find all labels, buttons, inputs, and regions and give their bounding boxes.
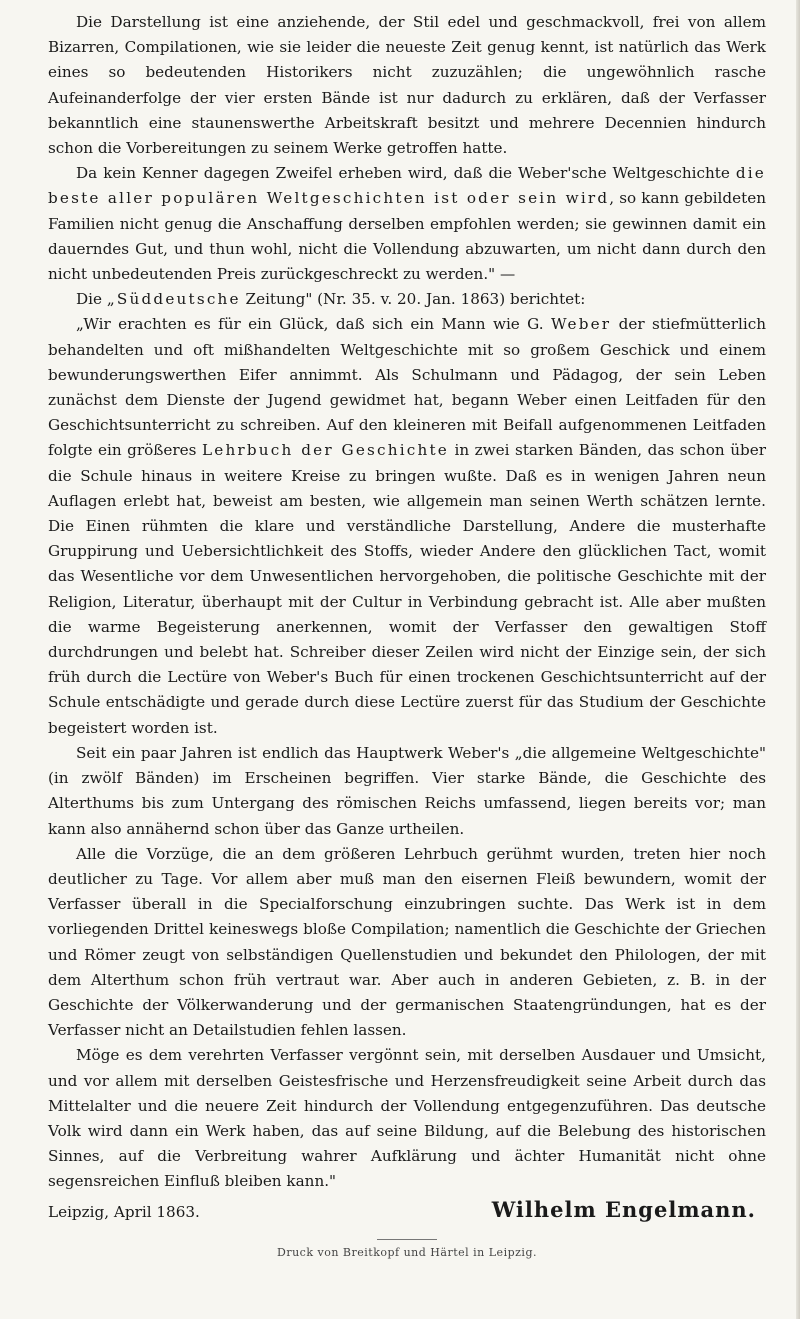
paragraph xyxy=(48,1043,766,1194)
text-run: , so kann gebildeten Familien nicht genug die Anschaffung derselben empfohlen werden; sie gewinnen damit ein dauerndes Gut, und thun wohl, nicht die Vollendung abzuwarten, um nicht dann durch den nicht unbedeutenden Preis zurückgeschreckt zu werden." — xyxy=(48,189,766,284)
signature-block xyxy=(48,1197,766,1225)
text-run: Seit ein paar Jahren ist endlich das Hauptwerk Weber's „die allgemeine Weltgeschichte" (in zwölf Bänden) im Erscheinen begriffen. Vier starke Bände, die Geschichte des Alterthums bis zum Untergang des römischen Reichs umfassend, liegen bereits vor; man kann also annähernd schon über das Ganze urtheilen. xyxy=(48,743,766,838)
body-text xyxy=(48,10,766,1195)
divider-rule xyxy=(377,1239,437,1240)
text-run: Alle die Vorzüge, die an dem größeren Lehrbuch gerühmt wurden, treten hier noch deutlicher zu Tage. Vor allem aber muß man den eisernen Fleiß bewundern, womit der Verfasser überall in die Specialforschung einzubringen suchte. Das Werk ist in dem vorliegenden Drittel keineswegs bloße Compilation; namentlich die Geschichte der Griechen und Römer zeugt von selbständigen Quellenstudien und bekundet den Philologen, der mit dem Alterthum schon früh vertraut war. Aber auch in anderen Gebieten, z. B. in der Geschichte der Völkerwanderung und der germanischen Staatengründungen, hat es der Verfasser nicht an Detailstudien fehlen lassen. xyxy=(48,844,766,1040)
paragraph xyxy=(48,287,766,312)
text-run: „Wir erachten es für ein Glück, daß sich ein Mann wie G. xyxy=(76,315,551,334)
text-run: Zeitung" (Nr. 35. v. 20. Jan. 1863) berichtet: xyxy=(240,290,586,309)
printer-imprint: Druck von Breitkopf und Härtel in Leipzig. xyxy=(277,1245,537,1259)
text-run: Da kein Kenner dagegen Zweifel erheben wird, daß die Weber'sche Weltgeschichte xyxy=(76,164,736,183)
paragraph xyxy=(48,161,766,287)
text-run: Möge es dem verehrten Verfasser vergönnt sein, mit derselben Ausdauer und Umsicht, und vor allem mit derselben Geistesfrische und Herzensfreudigkeit seine Arbeit durch das Mittelalter und die neuere Zeit hindurch der Vollendung entgegenzuführen. Das deutsche Volk wird dann ein Werk haben, das auf seine Bildung, auf die Belebung des historischen Sinnes, auf die Verbreitung wahrer Aufklärung und ächter Humanität nicht ohne segensreichen Einfluß bleiben kann." xyxy=(48,1046,766,1191)
spaced-emphasis: „Süddeutsche xyxy=(106,290,241,309)
spaced-emphasis: die beste aller populären Weltgeschichten ist oder sein wird xyxy=(48,164,766,208)
document-page xyxy=(48,10,766,1310)
paragraph xyxy=(48,312,766,740)
text-run: in zwei starken Bänden, das schon über die Schule hinaus in weitere Kreise zu bringen wußte. Daß es in wenigen Jahren neun Auflagen erlebt hat, beweist am besten, wie allgemein man seinen Werth schätzen lernte. Die Einen rühmten die klare und verständliche Darstellung, Andere die musterhafte Gruppirung und Uebersichtlichkeit des Stoffs, wieder Andere den glücklichen Tact, womit das Wesentliche vor dem Unwesentlichen hervorgehoben, die politische Geschichte mit der Religion, Literatur, überhaupt mit der Cultur in Verbindung gebracht ist. Alle aber mußten die warme Begeisterung anerkennen, womit der Verfasser den gewaltigen Stoff durchdrungen und belebt hat. Schreiber dieser Zeilen wird nicht der Einzige sein, der sich früh durch die Lectüre von Weber's Buch für einen trockenen Geschichtsunterricht auf der Schule entschädigte und gerade durch diese Lectüre zuerst für das Studium der Geschichte begeistert worden ist. xyxy=(48,441,766,737)
paragraph xyxy=(48,741,766,842)
spaced-emphasis: Weber xyxy=(550,315,612,334)
paragraph xyxy=(48,10,766,161)
signature-name: Wilhelm Engelmann. xyxy=(491,1196,756,1222)
text-run: Die xyxy=(76,290,107,309)
page-edge-strip xyxy=(796,0,800,1319)
paragraph xyxy=(48,842,766,1044)
text-run: Die Darstellung ist eine anziehende, der Stil edel und geschmackvoll, frei von allem Bizarren, Compilationen, wie sie leider die neueste Zeit genug kennt, ist natürlich das Werk eines so bedeutenden Historikers nicht zuzuzählen; die ungewöhnlich rasche Aufeinanderfolge der vier ersten Bände ist nur dadurch zu erklären, daß der Verfasser bekanntlich eine staunenswerthe Arbeitskraft besitzt und mehrere Decennien hindurch schon die Vorbereitungen zu seinem Werke getroffen hatte. xyxy=(48,13,766,158)
place-date: Leipzig, April 1863. xyxy=(48,1202,200,1221)
spaced-emphasis: Lehrbuch der Geschichte xyxy=(201,441,449,460)
text-run: der stiefmütterlich behandelten und oft mißhandelten Weltgeschichte mit so großem Geschick und einem bewunderungswerthen Eifer annimmt. Als Schulmann und Pädagog, der sein Leben zunächst dem Dienste der Jugend gewidmet hat, begann Weber einen Leitfaden für den Geschichtsunterricht zu schreiben. Auf den kleineren mit Beifall aufgenommenen Leitfaden folgte ein größeres xyxy=(48,315,766,460)
